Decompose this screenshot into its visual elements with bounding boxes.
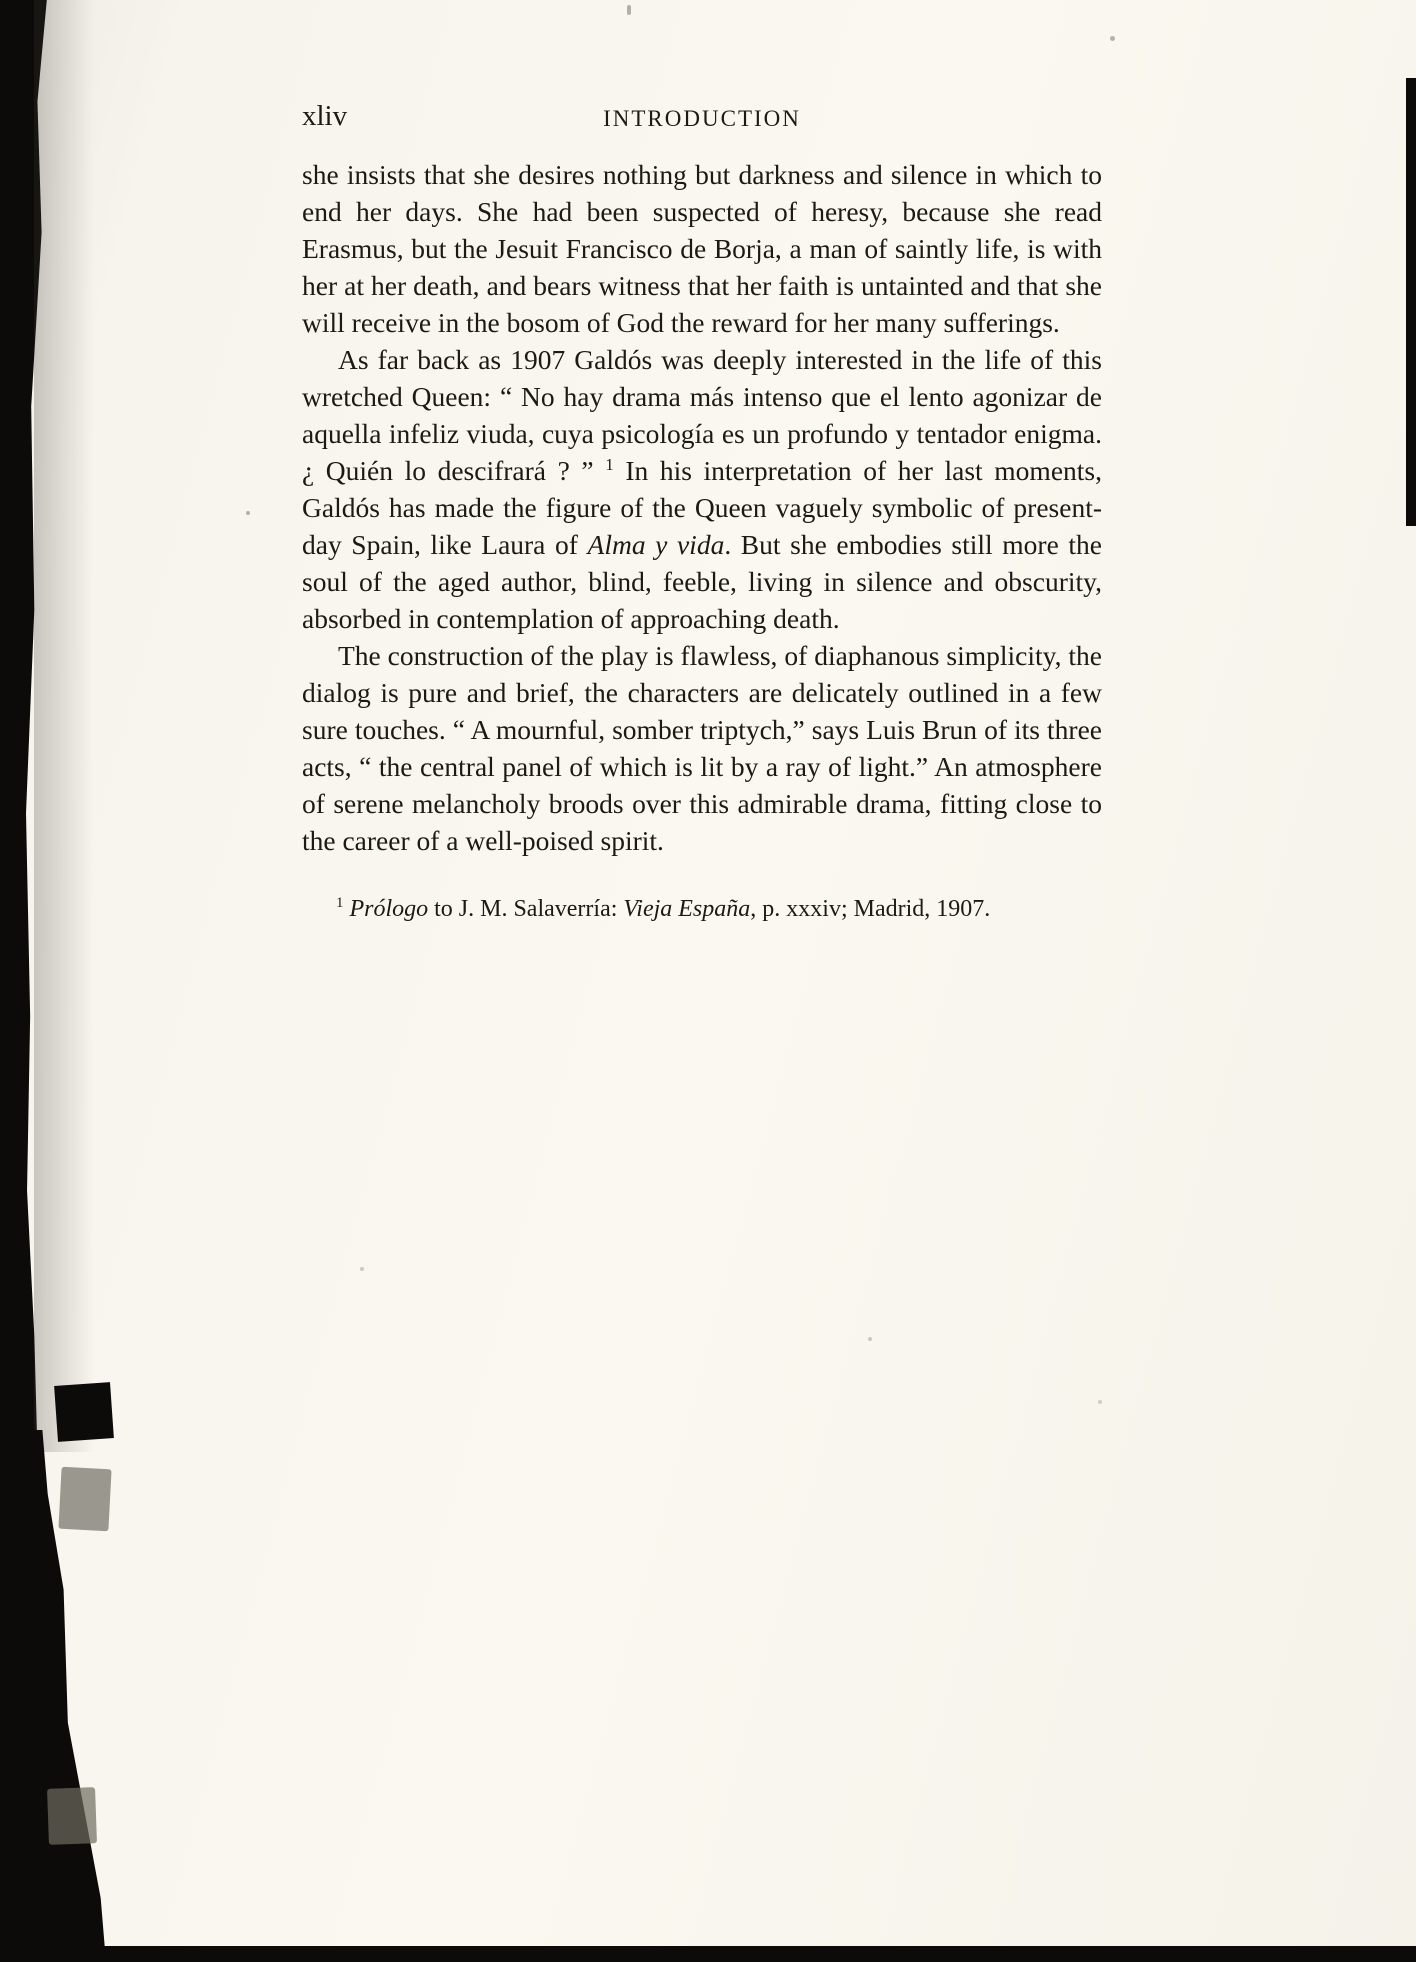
running-header: INTRODUCTION	[603, 106, 801, 131]
scan-smudge	[58, 1467, 111, 1532]
scan-speck	[246, 511, 250, 515]
scan-speck	[360, 1267, 364, 1271]
text-segment: In his interpretation of her last moments, Galdós has made the figure of the Queen vaguely symbolic of present-day Spain, like Laura of	[302, 455, 1102, 560]
paragraph	[302, 156, 1102, 341]
scan-left-shadow	[34, 0, 94, 1452]
scan-left-edge	[0, 0, 52, 1452]
scan-smudge	[47, 1787, 97, 1845]
text-segment: to J. M. Salaverría:	[428, 896, 624, 922]
footnote	[302, 893, 1102, 925]
scan-speck	[868, 1337, 872, 1341]
page-header	[302, 100, 1102, 140]
scan-blob-small	[54, 1382, 114, 1442]
paragraph	[302, 637, 1102, 859]
italic-segment: Alma y vida	[587, 529, 725, 560]
text-segment: As far back as 1907 Galdós was deeply interested in the life of this wretched Queen: “ No hay drama más intenso que el lento agonizar de aquella infeliz viuda, cuya psicología es un profundo y tentador enigma. ¿ Quién lo descifrará ? ”	[302, 344, 1102, 486]
text-segment: she insists that she desires nothing but darkness and silence in which to end her days. She had been suspected of heresy, because she read Erasmus, but the Jesuit Francisco de Borja, a man of saintly life, is with her at her death, and bears witness that her faith is untainted and that she will receive in the bosom of God the reward for her many sufferings.	[302, 159, 1102, 338]
superscript-reference: 1	[605, 454, 614, 474]
scan-speck	[1110, 36, 1115, 41]
text-segment: . But she embodies still more the soul of the aged author, blind, feeble, living in silence and obscurity, absorbed in contemplation of approaching death.	[302, 529, 1102, 634]
paragraphs	[302, 156, 1102, 859]
superscript-reference: 1	[336, 895, 344, 911]
page-content	[302, 100, 1102, 925]
italic-segment: Vieja España	[623, 896, 751, 922]
text-segment: The construction of the play is flawless, of diaphanous simplicity, the dialog is pure and brief, the characters are delicately outlined in a few sure touches. “ A mournful, somber triptych,” says Luis Brun of its three acts, “ the central panel of which is lit by a ray of light.” An atmosphere of serene melancholy broods over this admirable drama, fitting close to the career of a well-poised spirit.	[302, 640, 1102, 856]
italic-segment: Prólogo	[349, 896, 429, 922]
scan-speck	[1098, 1400, 1102, 1404]
text-segment: , p. xxxiv; Madrid, 1907.	[750, 896, 991, 922]
page-number: xliv	[302, 100, 348, 132]
paragraph	[302, 341, 1102, 637]
scan-bottom-edge	[60, 1946, 1416, 1962]
scan-right-edge	[1406, 78, 1416, 526]
scan-speck	[627, 5, 631, 15]
